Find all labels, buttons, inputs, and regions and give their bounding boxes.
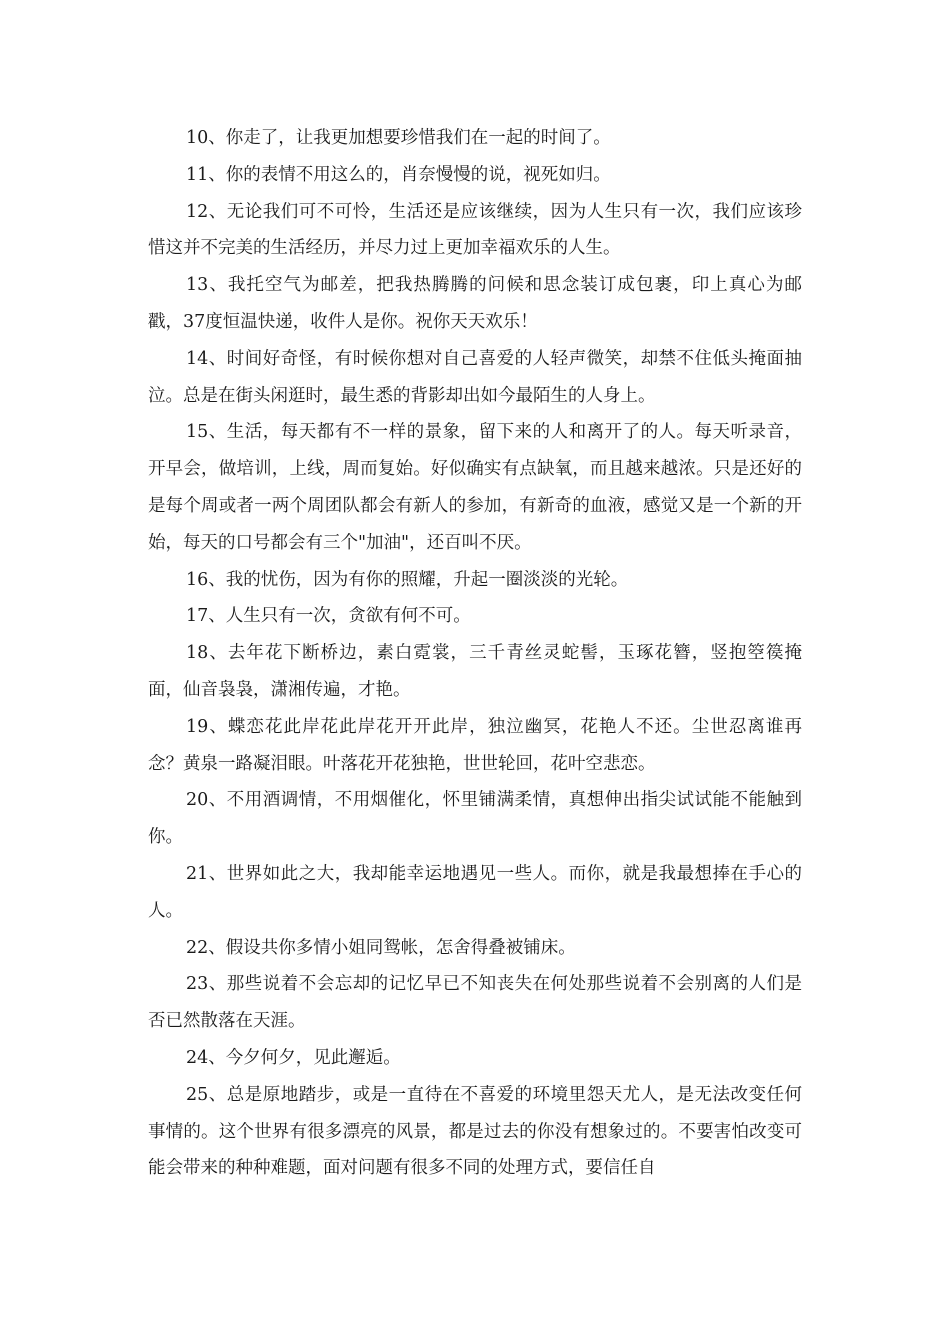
paragraph-22: 22、假设共你多情小姐同鸳帐，怎舍得叠被铺床。: [186, 937, 576, 958]
paragraph-12: 12、无论我们可不可怜，生活还是应该继续，因为人生只有一次，我们应该珍惜这并不完美的生活经历，并尽力过上更加幸福欢乐的人生。: [148, 201, 802, 259]
paragraph-19: 19、蝶恋花此岸花此岸花开开此岸，独泣幽冥，花艳人不还。尘世忍离谁再念？黄泉一路凝泪眼。叶落花开花独艳，世世轮回，花叶空悲恋。: [148, 716, 802, 774]
document-body: [148, 120, 802, 1187]
paragraph-17: 17、人生只有一次，贪欲有何不可。: [186, 606, 471, 627]
paragraph-14: 14、时间好奇怪，有时候你想对自己喜爱的人轻声微笑，却禁不住低头掩面抽泣。总是在街头闲逛时，最生悉的背影却出如今最陌生的人身上。: [148, 348, 802, 406]
paragraph-10: 10、你走了，让我更加想要珍惜我们在一起的时间了。: [186, 128, 611, 148]
paragraph-15: 15、生活，每天都有不一样的景象，留下来的人和离开了的人。每天听录音，开早会，做培训，上线，周而复始。好似确实有点缺氧，而且越来越浓。只是还好的是每个周或者一两个周团队都会有新人的参加，有新奇的血液，感觉又是一个新的开始，每天的口号都会有三个"加油"，还百叫不厌。: [148, 422, 802, 553]
paragraph-13: 13、我托空气为邮差，把我热腾腾的问候和思念装订成包裹，印上真心为邮戳，37度恒温快递，收件人是你。祝你天天欢乐！: [148, 275, 802, 332]
paragraph-25: 25、总是原地踏步，或是一直待在不喜爱的环境里怨天尤人，是无法改变任何事情的。这个世界有很多漂亮的风景，都是过去的你没有想象过的。不要害怕改变可能会带来的种种难题，面对问题有很多不同的处理方式，要信任自: [148, 1084, 802, 1179]
paragraph-24: 24、今夕何夕，见此邂逅。: [186, 1047, 401, 1068]
paragraph-20: 20、不用酒调情，不用烟催化，怀里铺满柔情，真想伸出指尖试试能不能触到你。: [148, 790, 802, 848]
paragraph-23: 23、那些说着不会忘却的记忆早已不知丧失在何处那些说着不会别离的人们是否已然散落在天涯。: [148, 974, 802, 1032]
paragraph-16: 16、我的忧伤，因为有你的照耀，升起一圈淡淡的光轮。: [186, 569, 629, 590]
paragraph-21: 21、世界如此之大，我却能幸运地遇见一些人。而你，就是我最想捧在手心的人。: [148, 863, 802, 921]
paragraph-18: 18、去年花下断桥边，素白霓裳，三千青丝灵蛇髻，玉琢花簪，竖抱箜篌掩面，仙音袅袅，潇湘传遍，才艳。: [148, 643, 802, 700]
paragraph-11: 11、你的表情不用这么的，肖奈慢慢的说，视死如归。: [186, 164, 611, 185]
